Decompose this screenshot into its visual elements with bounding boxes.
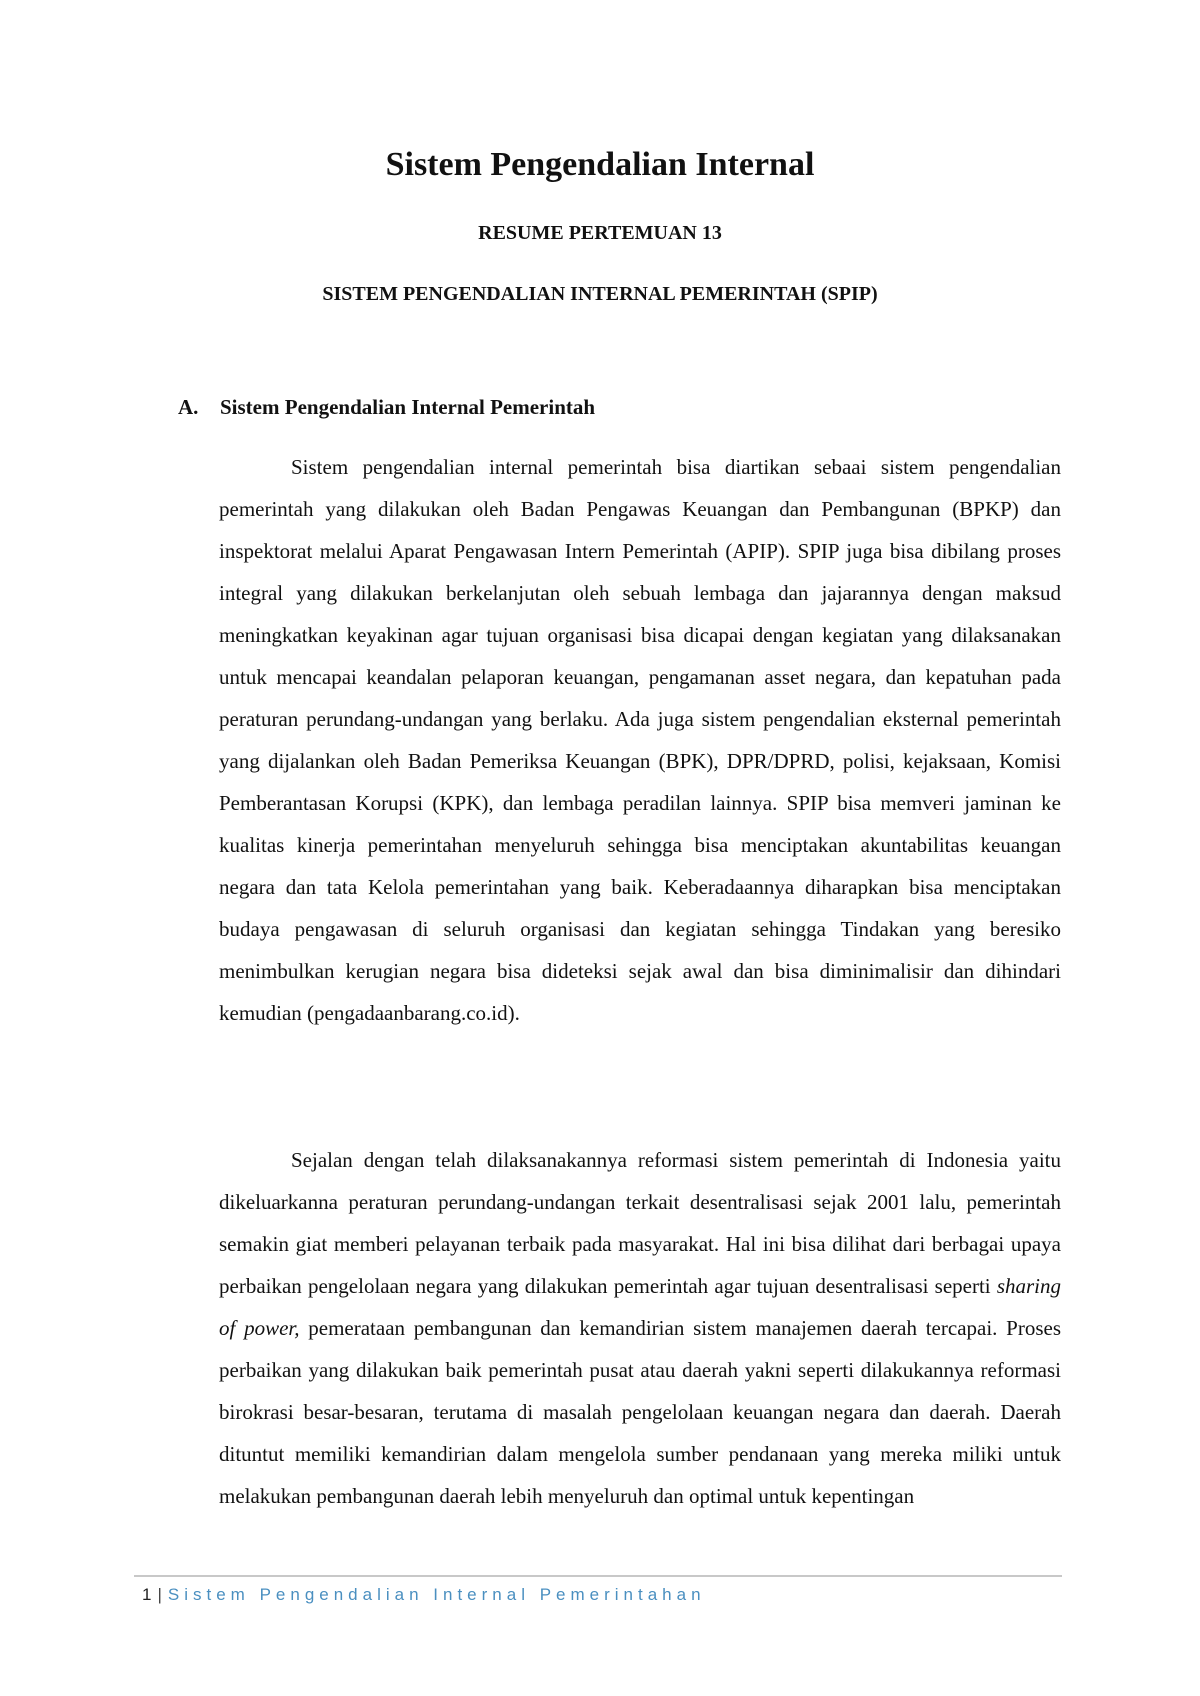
paragraph-2	[219, 1139, 1061, 1517]
topic-subtitle: SISTEM PENGENDALIAN INTERNAL PEMERINTAH (SPIP)	[322, 283, 878, 305]
paragraph-1	[219, 446, 1061, 1034]
page-footer	[142, 1585, 706, 1605]
footer-divider	[134, 1575, 1062, 1577]
footer-text: Sistem Pengendalian Internal Pemerintahan	[167, 1585, 706, 1604]
section-heading	[178, 395, 595, 420]
paragraph-2-italic: sharing of power,	[219, 1274, 1061, 1340]
paragraph-2-text-a: Sejalan dengan telah dilaksanakannya reformasi sistem pemerintah di Indonesia yaitu dikeluarkanna peraturan perundang-undangan terkait desentralisasi sejak 2001 lalu, pemerintah semakin giat memberi pelayanan terbaik pada masyarakat. Hal ini bisa dilihat dari berbagai upaya perbaikan pengelolaan negara yang dilakukan pemerintah agar tujuan desentralisasi seperti	[219, 1148, 1061, 1298]
page-number: 1	[142, 1585, 152, 1604]
paragraph-1-text: Sistem pengendalian internal pemerintah bisa diartikan sebaai sistem pengendalian pemerintah yang dilakukan oleh Badan Pengawas Keuangan dan Pembangunan (BPKP) dan inspektorat melalui Aparat Pengawasan Intern Pemerintah (APIP). SPIP juga bisa dibilang proses integral yang dilakukan berkelanjutan oleh sebuah lembaga dan jajarannya dengan maksud meningkatkan keyakinan agar tujuan organisasi bisa dicapai dengan kegiatan yang dilaksanakan untuk mencapai keandalan pelaporan keuangan, pengamanan asset negara, dan kepatuhan pada peraturan perundang-undangan yang berlaku. Ada juga sistem pengendalian eksternal pemerintah yang dijalankan oleh Badan Pemeriksa Keuangan (BPK), DPR/DPRD, polisi, kejaksaan, Komisi Pemberantasan Korupsi (KPK), dan lembaga peradilan lainnya. SPIP bisa memveri jaminan ke kualitas kinerja pemerintahan menyeluruh sehingga bisa menciptakan akuntabilitas keuangan negara dan tata Kelola pemerintahan yang baik. Keberadaannya diharapkan bisa menciptakan budaya pengawasan di seluruh organisasi dan kegiatan sehingga Tindakan yang beresiko menimbulkan kerugian negara bisa dideteksi sejak awal dan bisa diminimalisir dan dihindari kemudian (pengadaanbarang.co.id).	[219, 455, 1061, 1025]
paragraph-2-text-b: pemerataan pembangunan dan kemandirian sistem manajemen daerah tercapai. Proses perbaikan yang dilakukan baik pemerintah pusat atau daerah yakni seperti dilakukannya reformasi birokrasi besar-besaran, terutama di masalah pengelolaan keuangan negara dan daerah. Daerah dituntut memiliki kemandirian dalam mengelola sumber pendanaan yang mereka miliki untuk melakukan pembangunan daerah lebih menyeluruh dan optimal untuk kepentingan	[219, 1316, 1061, 1508]
section-letter: A.	[178, 395, 199, 419]
document-title: Sistem Pengendalian Internal	[385, 146, 815, 183]
section-heading-text: Sistem Pengendalian Internal Pemerintah	[220, 395, 596, 419]
footer-separator: |	[157, 1585, 162, 1604]
resume-subtitle: RESUME PERTEMUAN 13	[478, 222, 722, 244]
